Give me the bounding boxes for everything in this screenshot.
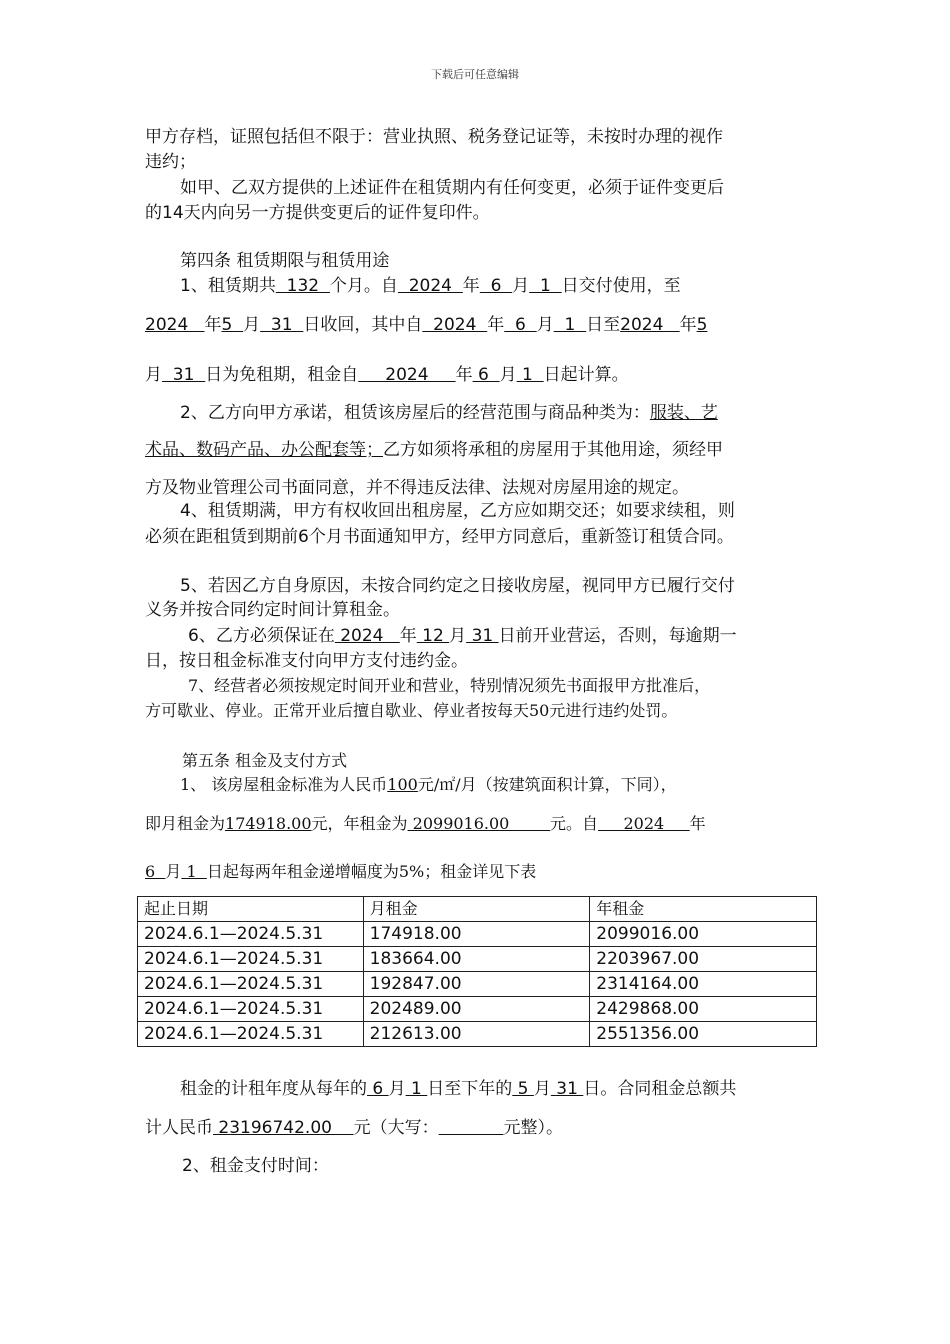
table-row: [138, 997, 817, 1022]
article-4-title: 第四条 租赁期限与租赁用途: [180, 251, 390, 271]
rent-table: [137, 896, 817, 1047]
rent-clause-2-title: 2、租金支付时间：: [182, 1156, 329, 1176]
table-header-row: [138, 897, 817, 922]
table-row: [138, 972, 817, 997]
paragraph-line: 违约；: [145, 152, 196, 172]
table-cell: 2203967.00: [590, 947, 817, 972]
rent-clause-1-line2: 即月租金为174918.00元，年租金为 2099016.00 元。自 2024 年: [145, 814, 706, 833]
clause-4-1-line1: 1、租赁期共 132 个月。自 2024 年 6 月 1 日交付使用，至: [180, 276, 681, 296]
table-cell: 192847.00: [363, 972, 590, 997]
clause-4-5-line1: 5、若因乙方自身原因，未按合同约定之日接收房屋，视同甲方已履行交付: [180, 576, 735, 596]
clause-4-7-line2: 方可歇业、停业。正常开业后擅自歇业、停业者按每天50元进行违约处罚。: [145, 701, 678, 720]
clause-4-4-line1: 4、租赁期满，甲方有权收回出租房屋，乙方应如期交还；如要求续租，则: [180, 501, 735, 521]
table-cell: 2024.6.1—2024.5.31: [138, 922, 364, 947]
clause-4-7-line1: 7、经营者必须按规定时间开业和营业，特别情况须先书面报甲方批准后，: [188, 676, 711, 695]
table-header: 月租金: [363, 897, 590, 922]
clause-4-6-line1: 6、乙方必须保证在 2024 年 12 月 31 日前开业营运，否则，每逾期一: [188, 626, 737, 646]
table-cell: 174918.00: [363, 922, 590, 947]
clause-4-1-line3: 月 31 日为免租期，租金自 2024 年 6 月 1 日起计算。: [145, 365, 629, 385]
rent-clause-1-line1: 1、 该房屋租金标准为人民币100元/㎡/月（按建筑面积计算，下同），: [180, 775, 677, 794]
table-header: 起止日期: [138, 897, 364, 922]
table-cell: 2024.6.1—2024.5.31: [138, 972, 364, 997]
rent-total-line2: 计人民币 23196742.00 元（大写： 元整）。: [145, 1118, 563, 1138]
table-cell: 2024.6.1—2024.5.31: [138, 997, 364, 1022]
clause-4-2-line1: 2、乙方向甲方承诺，租赁该房屋后的经营范围与商品种类为：服装、艺: [180, 403, 718, 423]
clause-4-2-line3: 方及物业管理公司书面同意，并不得违反法律、法规对房屋用途的规定。: [145, 478, 689, 498]
clause-4-4-line2: 必须在距租赁到期前6个月书面通知甲方，经甲方同意后，重新签订租赁合同。: [145, 527, 734, 547]
table-cell: 212613.00: [363, 1022, 590, 1047]
table-cell: 2429868.00: [590, 997, 817, 1022]
clause-4-2-line2: 术品、数码产品、办公配套等；乙方如须将承租的房屋用于其他用途，须经甲: [145, 440, 723, 460]
table-cell: 2024.6.1—2024.5.31: [138, 1022, 364, 1047]
table-row: [138, 947, 817, 972]
clause-4-5-line2: 义务并按合同约定时间计算租金。: [145, 600, 400, 620]
paragraph-line: 如甲、乙双方提供的上述证件在租赁期内有任何变更，必须于证件变更后: [180, 178, 724, 198]
table-row: [138, 1022, 817, 1047]
table-cell: 2551356.00: [590, 1022, 817, 1047]
table-cell: 183664.00: [363, 947, 590, 972]
clause-4-6-line2: 日，按日租金标准支付向甲方支付违约金。: [145, 651, 468, 671]
rent-total-line1: 租金的计租年度从每年的 6 月 1 日至下年的 5 月 31 日。合同租金总额共: [180, 1079, 737, 1099]
table-cell: 202489.00: [363, 997, 590, 1022]
page-header: 下载后可任意编辑: [431, 68, 519, 81]
paragraph-line: 甲方存档，证照包括但不限于：营业执照、税务登记证等，未按时办理的视作: [145, 127, 723, 147]
table-cell: 2099016.00: [590, 922, 817, 947]
rent-clause-1-line3: 6 月 1 日起每两年租金递增幅度为5%；租金详见下表: [145, 862, 537, 881]
table-cell: 2314164.00: [590, 972, 817, 997]
table-cell: 2024.6.1—2024.5.31: [138, 947, 364, 972]
table-header: 年租金: [590, 897, 817, 922]
clause-4-1-line2: 2024 年5 月 31 日收回，其中自 2024 年 6 月 1 日至2024 年5: [145, 315, 708, 335]
paragraph-line: 的14天内向另一方提供变更后的证件复印件。: [145, 203, 490, 223]
table-row: [138, 922, 817, 947]
article-5-title: 第五条 租金及支付方式: [182, 751, 348, 770]
